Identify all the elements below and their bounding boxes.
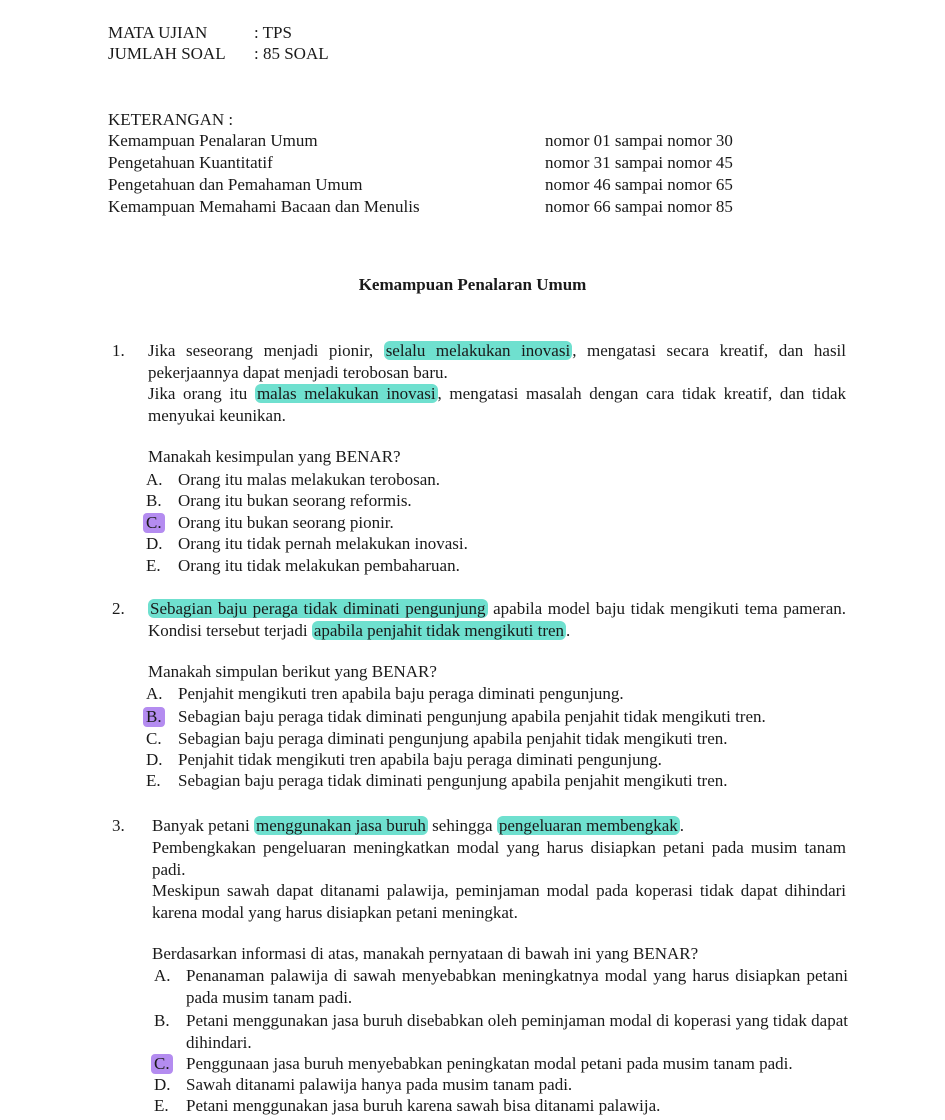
option-text: Penjahit tidak mengikuti tren apabila baju peraga diminati pengunjung. (178, 750, 662, 769)
question-stem-paragraph: Jika seseorang menjadi pionir, selalu melakukan inovasi , mengatasi secara kreatif, dan hasil pekerjaannya dapat menjadi terobosan baru. (148, 341, 847, 382)
exam-subject-value: : TPS (254, 23, 292, 42)
question-stem-paragraph: Jika orang itu malas melakukan inovasi , mengatasi masalah dengan cara tidak kreatif, dan tidak menyukai keunikan. (148, 384, 846, 425)
option-text: Petani menggunakan jasa buruh karena sawah bisa ditanami palawija. (186, 1096, 661, 1115)
keterangan-title: KETERANGAN : (108, 110, 234, 129)
answer-option-selected[interactable] (146, 512, 846, 534)
question-prompt: Manakah simpulan berikut yang BENAR? (148, 662, 437, 681)
highlight: Sebagian baju peraga tidak diminati pengunjung (150, 599, 486, 618)
question-number: 3. (112, 816, 125, 835)
answer-option[interactable] (146, 749, 846, 771)
selected-answer-mark: C. (151, 1054, 173, 1074)
option-text: Orang itu tidak melakukan pembaharuan. (178, 556, 460, 575)
option-letter: A. (154, 966, 171, 985)
option-text: Orang itu malas melakukan terobosan. (178, 470, 441, 489)
option-text: Orang itu bukan seorang reformis. (178, 491, 412, 510)
highlight: malas melakukan inovasi (256, 384, 436, 403)
selected-answer-mark: B. (143, 707, 165, 727)
highlight: pengeluaran membengkak (498, 816, 678, 835)
answer-option[interactable] (146, 683, 846, 705)
answer-option-selected[interactable] (154, 1053, 848, 1075)
option-text: Penanaman palawija di sawah menyebabkan meningkatnya modal yang harus disiapkan petani pada musim tanam padi. (186, 966, 848, 1007)
keterangan-section: Kemampuan Penalaran Umum (108, 131, 318, 150)
answer-option[interactable] (146, 770, 846, 792)
answer-option[interactable] (154, 1074, 848, 1096)
answer-option[interactable] (146, 469, 846, 491)
option-text: Orang itu bukan seorang pionir. (178, 513, 394, 532)
keterangan-range: nomor 31 sampai nomor 45 (545, 153, 733, 172)
selected-answer-mark: C. (143, 513, 165, 533)
option-letter: D. (146, 750, 163, 769)
exam-subject-label: MATA UJIAN (108, 23, 208, 42)
answer-option[interactable] (154, 1010, 848, 1054)
option-letter: D. (154, 1075, 171, 1094)
answer-option[interactable] (154, 965, 848, 1009)
section-title: Kemampuan Penalaran Umum (358, 275, 587, 294)
option-text: Penjahit mengikuti tren apabila baju peraga diminati pengunjung. (178, 684, 624, 703)
answer-option[interactable] (154, 1095, 848, 1117)
highlight: apabila penjahit tidak mengikuti tren (313, 621, 565, 640)
keterangan-section: Pengetahuan Kuantitatif (108, 153, 273, 172)
question-count-label: JUMLAH SOAL (108, 44, 226, 63)
option-letter: E. (146, 556, 161, 575)
question-number: 2. (112, 599, 125, 618)
exam-subject-row (108, 22, 292, 44)
answer-option[interactable] (146, 728, 846, 750)
option-text: Petani menggunakan jasa buruh disebabkan oleh peminjaman modal di koperasi yang tidak dapat dihindari. (186, 1011, 848, 1052)
question-count-row (108, 43, 329, 65)
question-stem-paragraph: Pembengkakan pengeluaran meningkatkan modal yang harus disiapkan petani pada musim tanam padi. (152, 838, 846, 879)
question-stem-paragraph: Sebagian baju peraga tidak diminati pengunjung apabila model baju tidak mengikuti tema pameran. Kondisi tersebut terjadi apabila penjahit tidak mengikuti tren . (148, 599, 846, 640)
option-text: Penggunaan jasa buruh menyebabkan peningkatan modal petani pada musim tanam padi. (186, 1054, 793, 1073)
option-letter: A. (146, 684, 163, 703)
question-prompt: Berdasarkan informasi di atas, manakah pernyataan di bawah ini yang BENAR? (152, 944, 699, 963)
option-text: Sebagian baju peraga tidak diminati pengunjung apabila penjahit mengikuti tren. (178, 771, 728, 790)
answer-option-selected[interactable] (146, 706, 846, 728)
option-letter: A. (146, 470, 163, 489)
highlight: selalu melakukan inovasi (385, 341, 571, 360)
keterangan-section: Pengetahuan dan Pemahaman Umum (108, 175, 363, 194)
answer-option[interactable] (146, 490, 846, 512)
keterangan-range: nomor 66 sampai nomor 85 (545, 197, 733, 216)
option-letter: D. (146, 534, 163, 553)
option-text: Sebagian baju peraga diminati pengunjung apabila penjahit tidak mengikuti tren. (178, 729, 728, 748)
option-letter: C. (146, 729, 162, 748)
option-letter: E. (154, 1096, 169, 1115)
answer-option[interactable] (146, 555, 846, 577)
option-text: Sawah ditanami palawija hanya pada musim tanam padi. (186, 1075, 573, 1094)
answer-option[interactable] (146, 533, 846, 555)
keterangan-range: nomor 46 sampai nomor 65 (545, 175, 733, 194)
question-stem-paragraph: Meskipun sawah dapat ditanami palawija, peminjaman modal pada koperasi tidak dapat dihindari karena modal yang harus disiapkan petani meningkat. (152, 881, 846, 922)
option-text: Sebagian baju peraga tidak diminati pengunjung apabila penjahit tidak mengikuti tren. (178, 707, 766, 726)
keterangan-section: Kemampuan Memahami Bacaan dan Menulis (108, 197, 420, 216)
option-text: Orang itu tidak pernah melakukan inovasi. (178, 534, 468, 553)
option-letter: E. (146, 771, 161, 790)
question-prompt: Manakah kesimpulan yang BENAR? (148, 447, 401, 466)
question-stem-paragraph: Banyak petani menggunakan jasa buruh sehingga pengeluaran membengkak . (152, 816, 685, 835)
keterangan-range: nomor 01 sampai nomor 30 (545, 131, 733, 150)
highlight: menggunakan jasa buruh (255, 816, 426, 835)
option-letter: B. (146, 491, 162, 510)
question-count-value: : 85 SOAL (254, 44, 329, 63)
question-number: 1. (112, 341, 125, 360)
option-letter: B. (154, 1011, 170, 1030)
